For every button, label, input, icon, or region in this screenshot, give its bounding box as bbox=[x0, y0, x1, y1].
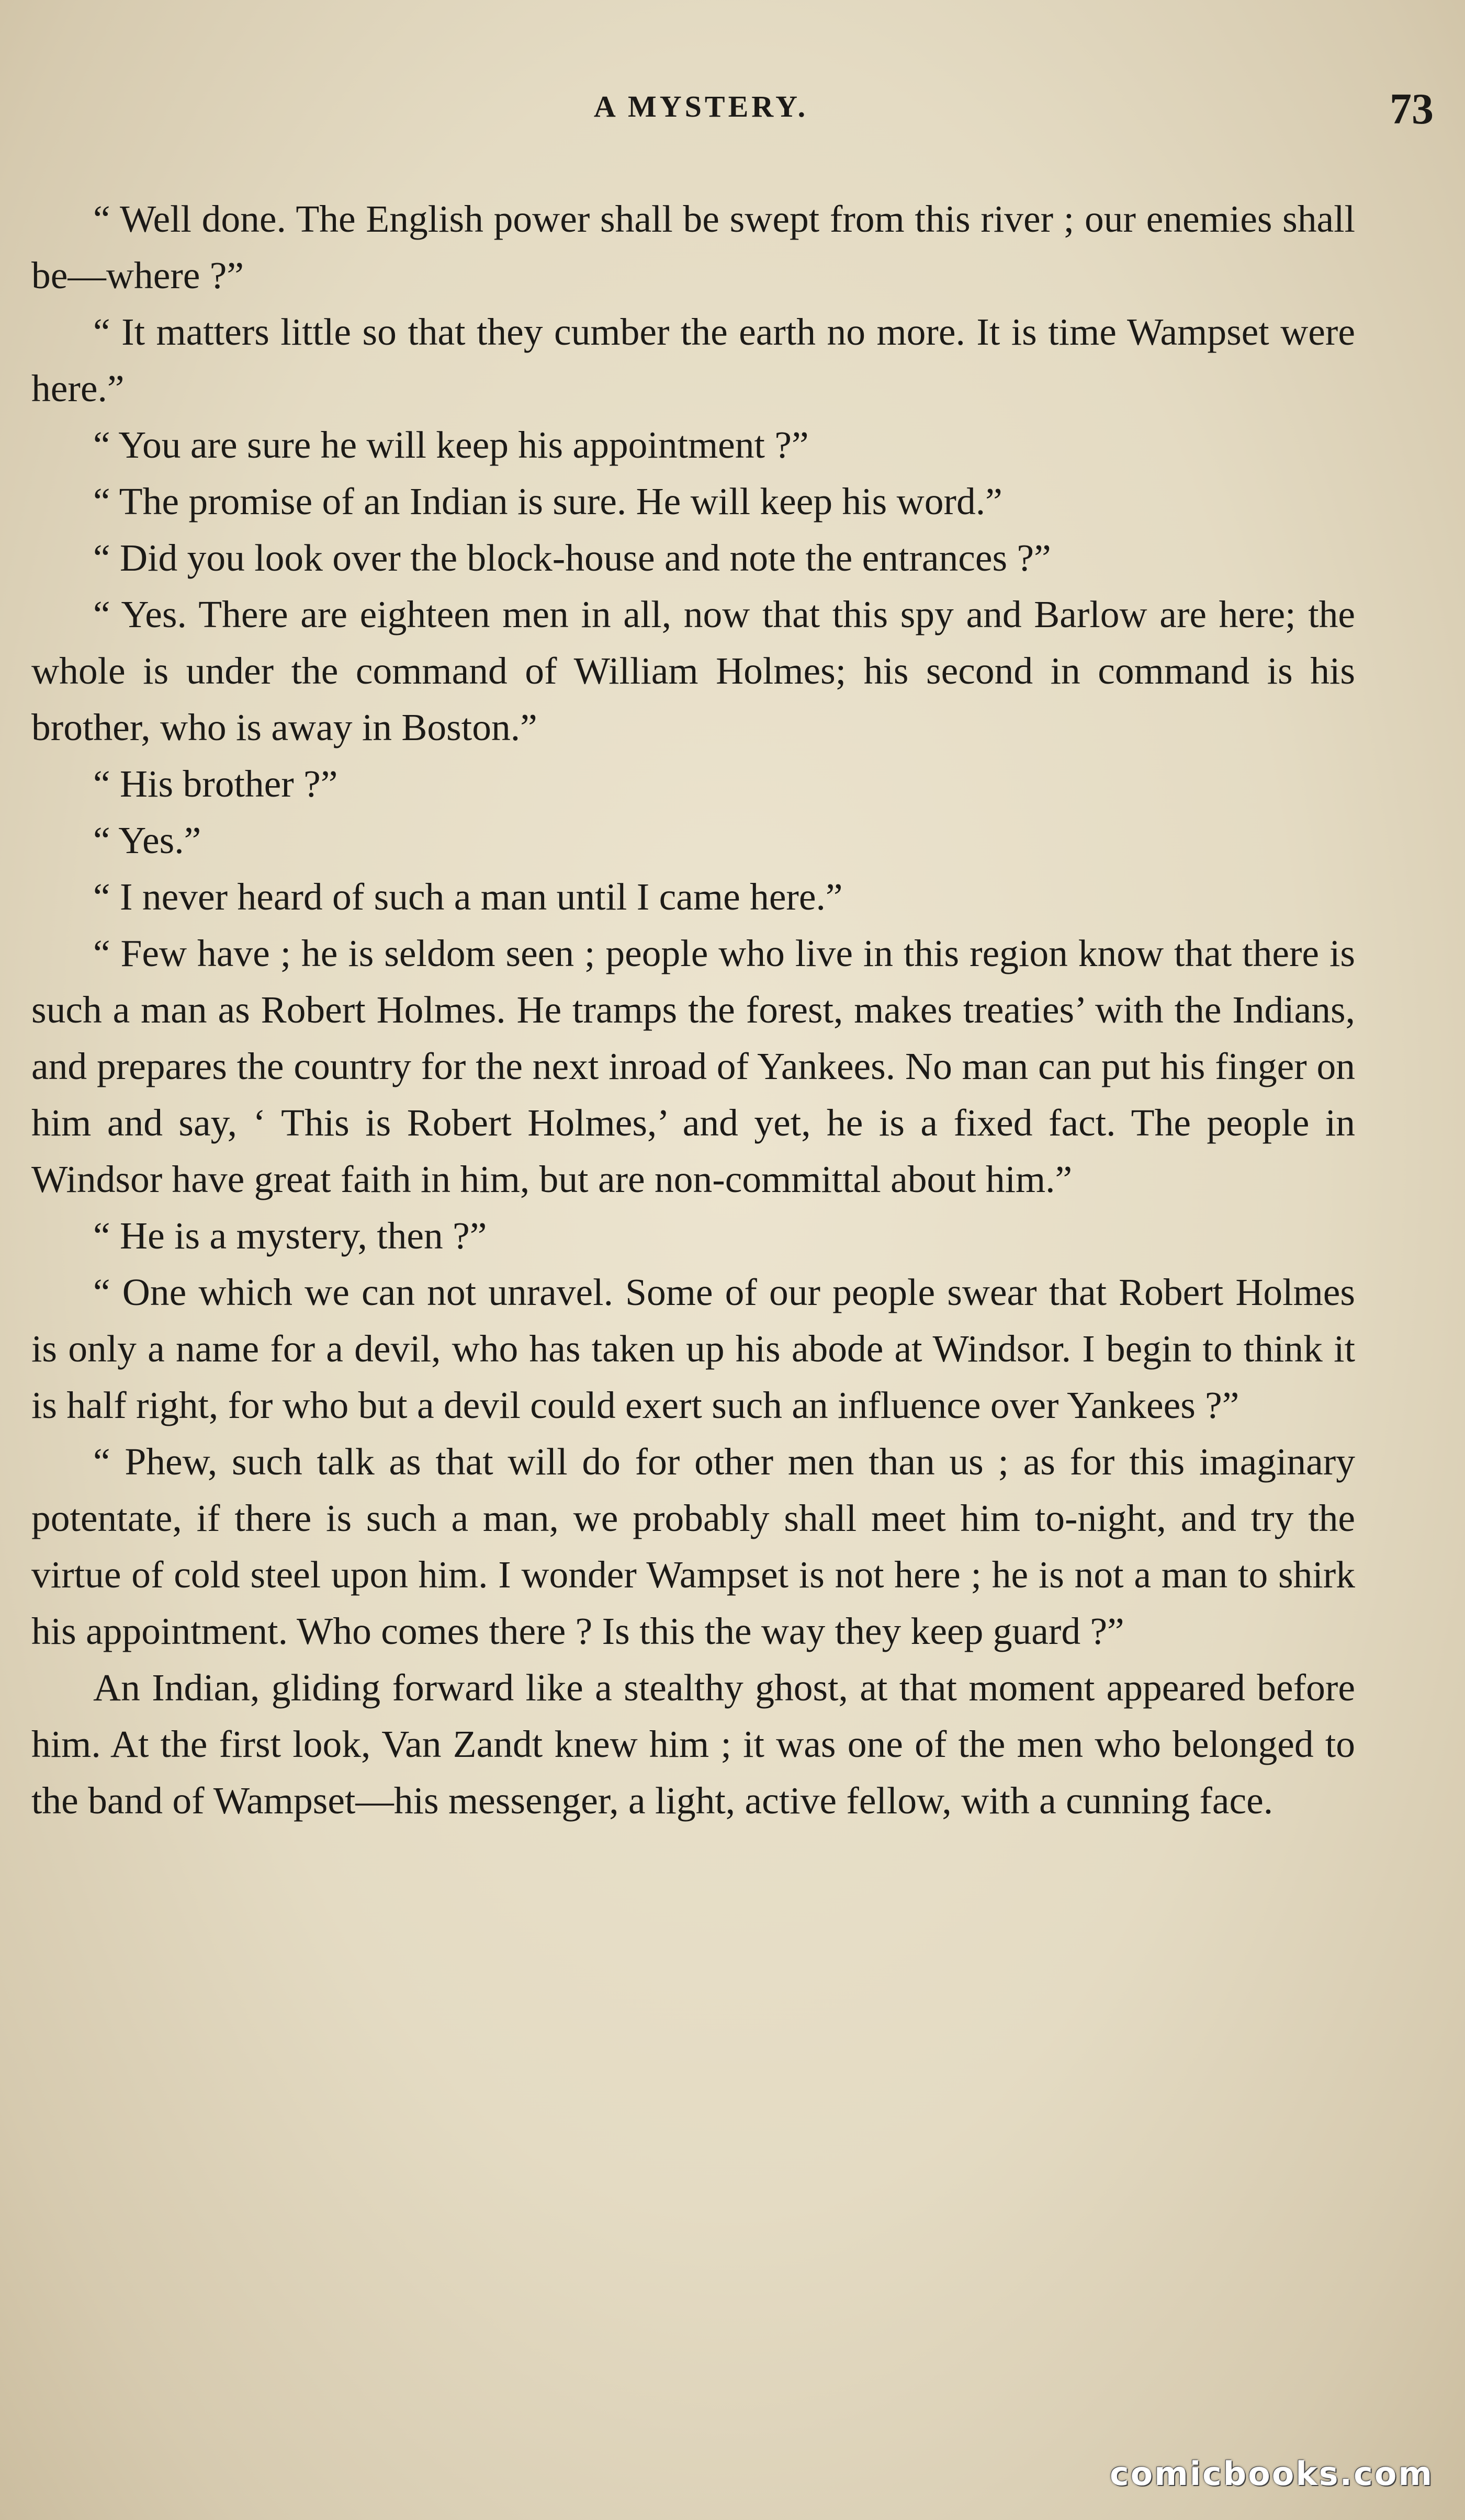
paragraph: “ Yes.” bbox=[93, 819, 201, 861]
paragraph: “ You are sure he will keep his appointment ?” bbox=[93, 424, 809, 466]
paragraph: “ The promise of an Indian is sure. He will keep his word.” bbox=[93, 480, 1002, 523]
paragraph: “ Few have ; he is seldom seen ; people who live in this region know that there is such a man as Robert Holmes. He tramps the forest, makes treaties’ with the Indians, and prepares the country for the next inroad of Yankees. No man can put his finger on him and say, ‘ This is Robert Holmes,’ and yet, he is a fixed fact. The people in Windsor have great faith in him, but are non-committal about him.” bbox=[31, 932, 1355, 1200]
running-title: A MYSTERY. bbox=[593, 89, 809, 123]
paragraph: “ He is a mystery, then ?” bbox=[93, 1214, 487, 1257]
watermark: comicbooks.com bbox=[1109, 2455, 1434, 2493]
paragraph: “ Did you look over the block-house and note the entrances ?” bbox=[93, 537, 1051, 579]
paragraph: An Indian, gliding forward like a stealthy ghost, at that moment appeared before him. At the first look, Van Zandt knew him ; it was one of the men who belonged to the band of Wampset—his messenger, a light, active fellow, with a cunning face. bbox=[31, 1666, 1355, 1822]
paragraph: “ His brother ?” bbox=[93, 763, 338, 805]
paragraph: “ One which we can not unravel. Some of our people swear that Robert Holmes is only a name for a devil, who has taken up his abode at Windsor. I begin to think it is half right, for who but a devil could exert such an influence over Yankees ?” bbox=[31, 1271, 1355, 1426]
paragraph: “ I never heard of such a man until I came here.” bbox=[93, 876, 843, 918]
paragraph: “ Phew, such talk as that will do for other men than us ; as for this imaginary potentate, if there is such a man, we probably shall meet him to-night, and try the virtue of cold steel upon him. I wonder Wampset is not here ; he is not a man to shirk his appointment. Who comes there ? Is this the way they keep guard ?” bbox=[31, 1440, 1355, 1652]
body-text bbox=[31, 191, 1355, 1829]
paragraph: “ Well done. The English power shall be swept from this river ; our enemies shall be—where ?” bbox=[31, 198, 1355, 297]
page-header bbox=[31, 85, 1434, 141]
paragraph: “ Yes. There are eighteen men in all, now that this spy and Barlow are here; the whole is under the command of William Holmes; his second in command is his brother, who is away in Boston.” bbox=[31, 593, 1355, 748]
page-number: 73 bbox=[1390, 85, 1434, 133]
paragraph: “ It matters little so that they cumber the earth no more. It is time Wampset were here.” bbox=[31, 311, 1355, 410]
